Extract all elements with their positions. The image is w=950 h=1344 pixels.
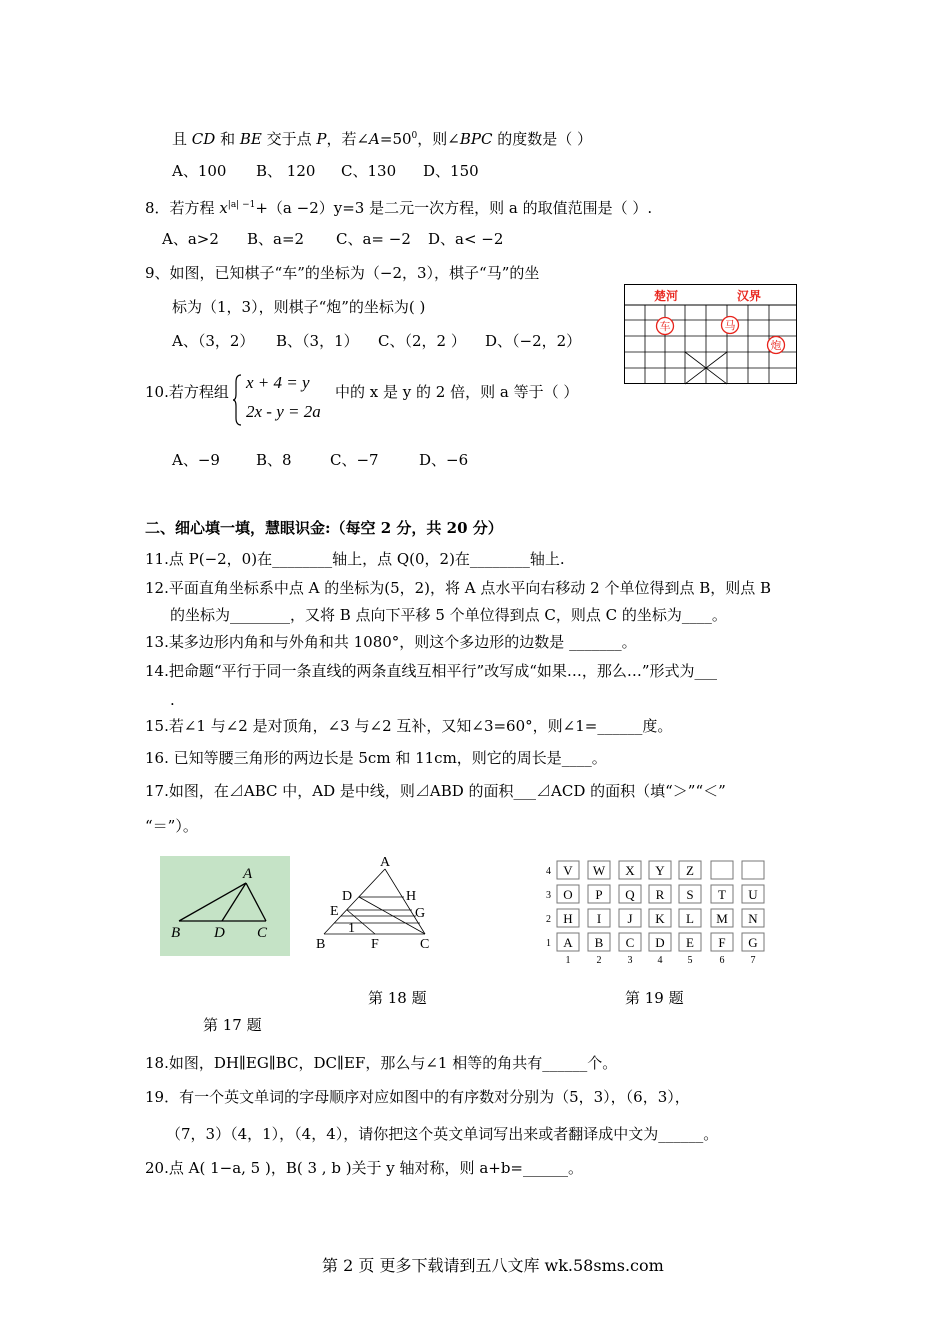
- q7-option-b: B、 120: [256, 162, 316, 180]
- fig19-row-label: 1: [546, 938, 551, 949]
- fig17-caption: 第 17 题: [203, 1016, 262, 1034]
- fig19-col-label: 5: [687, 955, 693, 966]
- fig19-row-label: 3: [546, 890, 551, 901]
- q18: 18.如图，DH∥EG∥BC，DC∥EF，那么与∠1 相等的角共有______个。: [145, 1054, 618, 1072]
- fig19-cell-letter: B: [594, 935, 604, 950]
- page-footer: 第 2 页 更多下载请到五八文库 wk.58sms.com: [322, 1256, 664, 1275]
- q7-stem: 且 CD 和 BE 交于点 P，若$\angle A=50^0$，则∠BPC 的度数是（ ）: [172, 130, 592, 148]
- fig19-cell-letter: N: [748, 911, 758, 926]
- fig19-cell-letter: T: [718, 887, 726, 902]
- fig19-caption: 第 19 题: [625, 989, 684, 1007]
- fig19-cell-letter: X: [625, 863, 635, 878]
- fig18-caption: 第 18 题: [368, 989, 427, 1007]
- q10-equation-1: x + 4 = y: [246, 373, 310, 392]
- q9-line2: 标为（1，3），则棋子“炮”的坐标为( ): [172, 298, 426, 316]
- fig18-label-h: H: [406, 889, 417, 904]
- fig18-label-a: A: [380, 855, 391, 870]
- q7-option-a: A、100: [172, 162, 227, 180]
- q10-post: 中的 x 是 y 的 2 倍，则 a 等于（ ）: [335, 383, 579, 401]
- fig18-label-b: B: [316, 937, 326, 952]
- fig18-label-f: F: [371, 937, 379, 952]
- fig19-row-label: 2: [546, 914, 551, 925]
- q9-option-b: B、（3，1）: [276, 332, 359, 350]
- figure-17-triangle: [160, 856, 290, 956]
- section2-title: 二、细心填一填，慧眼识金:（每空 2 分，共 20 分）: [145, 519, 503, 537]
- q8-stem: 8．若方程 $x^{|a| -1}+(a -2)y=3$ 是二元一次方程，则 a 的取值范围是（ ）.: [145, 199, 653, 217]
- q9-line1: 9、如图，已知棋子“车”的坐标为（−2，3），棋子“马”的坐: [145, 264, 540, 282]
- cannon-piece-label: 炮: [770, 339, 782, 352]
- q20: 20.点 A( 1−a, 5 )，B( 3 , b )关于 y 轴对称，则 a+b=______。: [145, 1159, 584, 1177]
- q8-option-b: B、a=2: [247, 230, 305, 248]
- fig19-row-label: 4: [546, 866, 551, 877]
- fig19-cell-letter: Q: [625, 887, 635, 902]
- q9-option-a: A、（3，2）: [172, 332, 255, 350]
- fig19-cell-letter: G: [748, 935, 758, 950]
- fig19-cell-letter: M: [716, 911, 728, 926]
- q10-option-b: B、8: [256, 451, 292, 469]
- q17-line1: 17.如图，在⊿ABC 中，AD 是中线，则⊿ABD 的面积___⊿ACD 的面积（填“＞”“＜”: [145, 782, 726, 800]
- fig19-col-label: 7: [750, 955, 756, 966]
- q13: 13.某多边形内角和与外角和共 1080°，则这个多边形的边数是 _______。: [145, 633, 637, 651]
- fig19-cell-letter: C: [625, 935, 635, 950]
- fig19-cell-letter: F: [718, 935, 726, 950]
- chariot-piece-label: 车: [659, 320, 671, 333]
- q15: 15.若∠1 与∠2 是对顶角，∠3 与∠2 互补，又知∠3=60°，则∠1=______度。: [145, 717, 673, 735]
- q10-option-d: D、−6: [419, 451, 469, 469]
- q12-line2: 的坐标为________，又将 B 点向下平移 5 个单位得到点 C，则点 C 的坐标为____。: [170, 606, 727, 624]
- fig18-label-g: G: [415, 906, 426, 921]
- fig19-cell: [742, 861, 764, 879]
- fig19-cell-letter: H: [563, 911, 573, 926]
- chess-board-figure: [624, 284, 800, 386]
- q8-option-a: A、a>2: [162, 230, 219, 248]
- fig19-cell-letter: L: [686, 911, 694, 926]
- fig17-label-c: C: [257, 925, 268, 941]
- q10-option-c: C、−7: [330, 451, 379, 469]
- fig17-label-b: B: [171, 925, 181, 941]
- q7-option-c: C、130: [341, 162, 397, 180]
- q7-option-d: D、150: [423, 162, 479, 180]
- q14-line1: 14.把命题“平行于同一条直线的两条直线互相平行”改写成“如果…，那么…”形式为___: [145, 662, 718, 680]
- fig17-label-a: A: [243, 866, 253, 882]
- figure-18-triangle: [310, 852, 440, 954]
- fig19-col-label: 1: [565, 955, 571, 966]
- river-right-label: 汉界: [737, 289, 762, 303]
- q10-option-a: A、−9: [172, 451, 220, 469]
- fig19-cell-letter: S: [686, 887, 694, 902]
- q14-line2: .: [170, 691, 175, 709]
- fig19-cell-letter: U: [748, 887, 758, 902]
- fig18-label-d: D: [342, 889, 353, 904]
- fig19-cell-letter: J: [627, 911, 633, 926]
- fig18-label-angle-1: 1: [348, 921, 355, 936]
- equation-system-brace: [233, 374, 243, 426]
- fig19-cell-letter: I: [596, 911, 602, 926]
- fig19-cell-letter: Z: [686, 863, 694, 878]
- q19-line2: （7，3）（4，1），（4，4），请你把这个英文单词写出来或者翻译成中文为______。: [166, 1125, 719, 1143]
- q10-equation-2: 2x - y = 2a: [246, 402, 321, 421]
- q8-option-c: C、a= −2: [336, 230, 411, 248]
- fig19-cell: [711, 861, 733, 879]
- q9-option-c: C、（2，2 ）: [378, 332, 466, 350]
- fig19-cell-letter: E: [686, 935, 694, 950]
- fig19-cell-letter: V: [563, 863, 573, 878]
- fig18-label-c: C: [420, 937, 430, 952]
- fig19-cell-letter: K: [655, 911, 665, 926]
- fig18-label-e: E: [330, 904, 339, 919]
- q8-option-d: D、a< −2: [428, 230, 504, 248]
- fig19-col-label: 4: [657, 955, 663, 966]
- fig19-cell-letter: Y: [655, 863, 665, 878]
- horse-piece-label: 马: [724, 319, 736, 332]
- fig19-cell-letter: P: [595, 887, 603, 902]
- fig19-cell-letter: O: [563, 887, 573, 902]
- fig19-col-label: 2: [596, 955, 602, 966]
- fig19-col-label: 6: [719, 955, 725, 966]
- fig17-label-d: D: [214, 925, 225, 941]
- river-left-label: 楚河: [654, 289, 679, 303]
- q9-option-d: D、（−2，2）: [485, 332, 582, 350]
- q19-line1: 19．有一个英文单词的字母顺序对应如图中的有序数对分别为（5，3），（6，3），: [145, 1088, 690, 1106]
- q16: 16. 已知等腰三角形的两边长是 5cm 和 11cm，则它的周长是____。: [145, 749, 607, 767]
- fig19-cell-letter: A: [563, 935, 573, 950]
- fig19-cell-letter: W: [592, 863, 606, 878]
- q11: 11.点 P(−2，0)在________轴上，点 Q(0，2)在________轴上.: [145, 550, 565, 568]
- figure-19-letter-grid: [538, 858, 778, 970]
- q17-line2: “＝”）。: [145, 817, 198, 835]
- fig19-cell-letter: R: [655, 887, 665, 902]
- q12-line1: 12.平面直角坐标系中点 A 的坐标为(5，2)，将 A 点水平向右移动 2 个单位得到点 B，则点 B: [145, 579, 772, 597]
- q10-pre: 10.若方程组: [145, 383, 229, 401]
- fig19-col-label: 3: [627, 955, 633, 966]
- fig19-cell-letter: D: [655, 935, 665, 950]
